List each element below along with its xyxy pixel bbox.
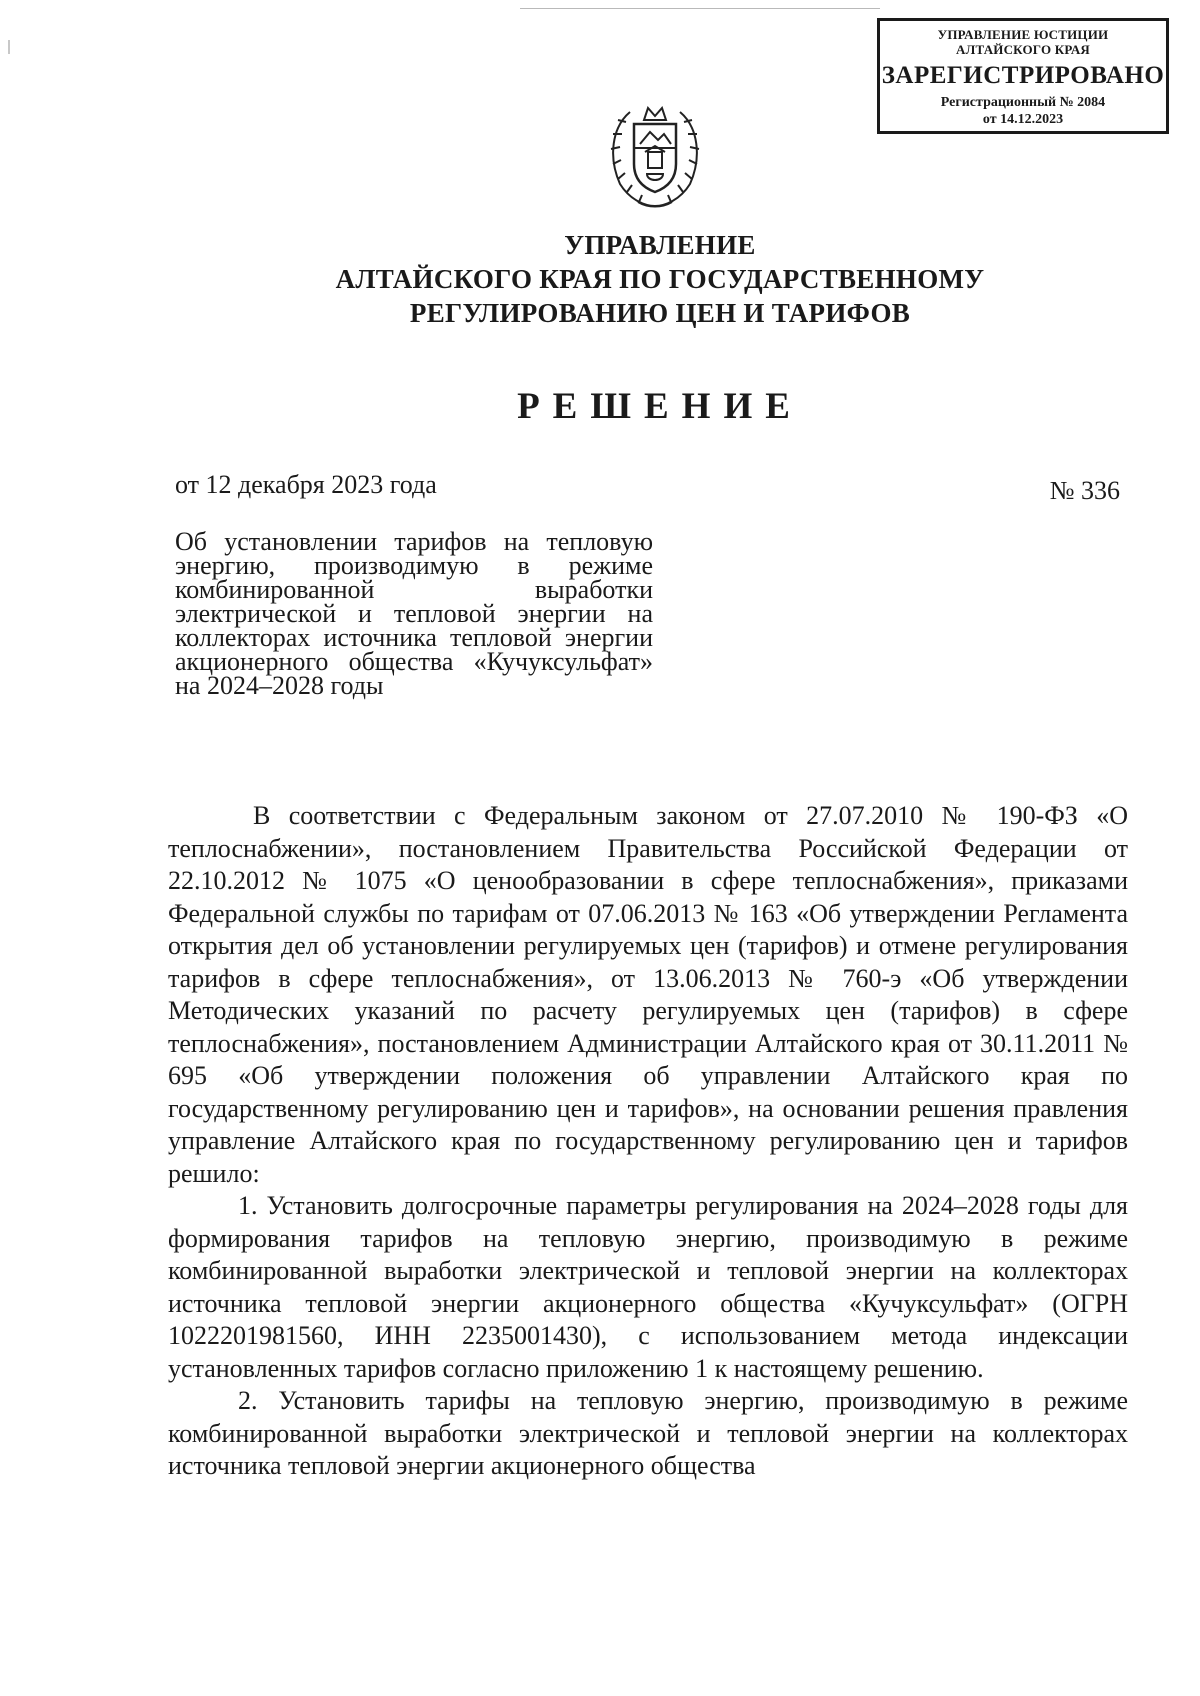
stamp-reg-number: Регистрационный № 2084 [940, 95, 1106, 110]
document-body [168, 800, 1128, 1483]
document-type-title: РЕШЕНИЕ [517, 386, 803, 427]
authority-line3: РЕГУЛИРОВАНИЮ ЦЕН И ТАРИФОВ [409, 298, 911, 328]
authority-name [260, 228, 1060, 330]
body-preamble: В соответствии с Федеральным законом от 27.07.2010 № 190-ФЗ «О теплоснабжении», постановлением Правительства Российской Федерации от 22.10.2012 № 1075 «О ценообразовании в сфере теплоснабжения», приказами Федеральной службы по тарифам от 07.06.2013 № 163 «Об утверждении Регламента открытия дел об установлении регулируемых цен (тарифов) и отмене регулирования тарифов в сфере теплоснабжения», от 13.06.2013 № 760-э «Об утверждении Методических указаний по расчету регулируемых цен (тарифов) в сфере теплоснабжения», постановлением Администрации Алтайского края от 30.11.2011 № 695 «Об утверждении положения об управлении Алтайского края по государственному регулированию цен и тарифов», на основании решения правления управление Алтайского края по государственному регулированию цен и тарифов решило: [168, 801, 1128, 1188]
registration-stamp [877, 18, 1169, 134]
body-item-1: 1. Установить долгосрочные параметры регулирования на 2024–2028 годы для формирования тарифов на тепловую энергию, производимую в режиме комбинированной выработки электрической и тепловой энергии на коллекторах источника тепловой энергии акционерного общества «Кучуксульфат» (ОГРН 1022201981560, ИНН 2235001430), с использованием метода индексации установленных тарифов согласно приложению 1 к настоящему решению. [168, 1191, 1128, 1383]
document-subject: Об установлении тарифов на тепловую энергию, производимую в режиме комбинированной выработки электрической и тепловой энергии на коллекторах источника тепловой энергии акционерного общества «Кучуксульфат» на 2024–2028 годы [175, 527, 653, 700]
stamp-reg-date: от 14.12.2023 [982, 112, 1064, 127]
stamp-org-line2: АЛТАЙСКОГО КРАЯ [956, 42, 1090, 57]
authority-line1: УПРАВЛЕНИЕ [564, 230, 756, 260]
scan-artifact-line [520, 8, 880, 9]
stamp-org-line1: УПРАВЛЕНИЕ ЮСТИЦИИ [937, 27, 1109, 42]
stamp-title: ЗАРЕГИСТРИРОВАНО [881, 62, 1165, 89]
scan-edge-mark [8, 40, 10, 54]
document-date: от 12 декабря 2023 года [175, 470, 437, 499]
authority-line2: АЛТАЙСКОГО КРАЯ ПО ГОСУДАРСТВЕННОМУ [335, 264, 985, 294]
body-item-2: 2. Установить тарифы на тепловую энергию, производимую в режиме комбинированной выработки электрической и тепловой энергии на коллекторах источника тепловой энергии акционерного общества [168, 1386, 1128, 1480]
document-number: № 336 [1049, 476, 1120, 505]
coat-of-arms-icon [600, 92, 710, 212]
